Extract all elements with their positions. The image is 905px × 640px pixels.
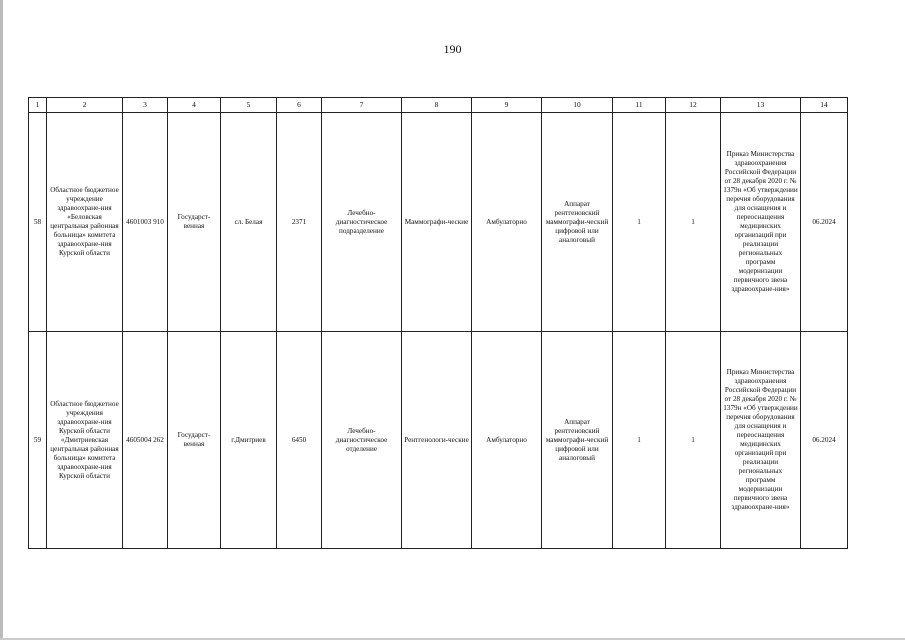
cell-quantity-1: 1 bbox=[613, 332, 666, 549]
table-row bbox=[29, 113, 848, 332]
col-header-13: 13 bbox=[721, 98, 801, 113]
page-edge-shadow bbox=[0, 0, 3, 640]
cell-population: 2371 bbox=[277, 113, 322, 332]
cell-organization: Областное бюджетное учреждения здравоохране-ния Курской области «Дмитриевская центральная районная больница» комитета здравоохране-ния Курской области bbox=[47, 332, 123, 549]
col-header-4: 4 bbox=[168, 98, 221, 113]
cell-ownership: Государст-венная bbox=[168, 113, 221, 332]
cell-organization: Областное бюджетное учреждение здравоохране-ния «Беловская центральная районная больница» комитета здравоохране-ния Курской области bbox=[47, 113, 123, 332]
col-header-11: 11 bbox=[613, 98, 666, 113]
cell-quantity-2: 1 bbox=[666, 113, 721, 332]
cell-care-type: Амбулаторно bbox=[472, 113, 542, 332]
cell-row-number: 58 bbox=[29, 113, 47, 332]
cell-locality: г.Дмитриев bbox=[221, 332, 277, 549]
cell-code: 4605004 262 bbox=[123, 332, 168, 549]
cell-profile: Рентгенологи-ческие bbox=[402, 332, 472, 549]
col-header-10: 10 bbox=[542, 98, 613, 113]
page-number: 190 bbox=[443, 42, 462, 56]
cell-order: Приказ Министерства здравоохранения Российской Федерации от 28 декабря 2020 г. № 1379н «Об утверждении перечня оборудования для оснащения и переоснащения медицинских организаций при реализации региональных программ модернизации первичного звена здравоохране-ния» bbox=[721, 332, 801, 549]
cell-quantity-1: 1 bbox=[613, 113, 666, 332]
equipment-table bbox=[28, 97, 848, 549]
cell-equipment: Аппарат рентгеновский маммографи-ческий цифровой или аналоговый bbox=[542, 113, 613, 332]
cell-equipment: Аппарат рентгеновский маммографи-ческий цифровой или аналоговый bbox=[542, 332, 613, 549]
cell-population: 6450 bbox=[277, 332, 322, 549]
col-header-3: 3 bbox=[123, 98, 168, 113]
cell-row-number: 59 bbox=[29, 332, 47, 549]
col-header-9: 9 bbox=[472, 98, 542, 113]
cell-order: Приказ Министерства здравоохранения Российской Федерации от 28 декабря 2020 г. № 1379н «Об утверждении перечня оборудования для оснащения и переоснащения медицинских организаций при реализации региональных программ модернизации первичного звена здравоохране-ния» bbox=[721, 113, 801, 332]
cell-care-type: Амбулаторно bbox=[472, 332, 542, 549]
cell-date: 06.2024 bbox=[801, 332, 848, 549]
cell-locality: сл. Белая bbox=[221, 113, 277, 332]
cell-division: Лечебно-диагностическое отделение bbox=[322, 332, 402, 549]
cell-profile: Маммографи-ческие bbox=[402, 113, 472, 332]
table-row bbox=[29, 332, 848, 549]
col-header-6: 6 bbox=[277, 98, 322, 113]
cell-quantity-2: 1 bbox=[666, 332, 721, 549]
cell-date: 06.2024 bbox=[801, 113, 848, 332]
header-row bbox=[29, 98, 848, 113]
col-header-14: 14 bbox=[801, 98, 848, 113]
col-header-7: 7 bbox=[322, 98, 402, 113]
cell-ownership: Государст-венная bbox=[168, 332, 221, 549]
col-header-1: 1 bbox=[29, 98, 47, 113]
col-header-2: 2 bbox=[47, 98, 123, 113]
col-header-5: 5 bbox=[221, 98, 277, 113]
cell-code: 4601003 910 bbox=[123, 113, 168, 332]
cell-division: Лечебно-диагностическое подразделение bbox=[322, 113, 402, 332]
col-header-8: 8 bbox=[402, 98, 472, 113]
col-header-12: 12 bbox=[666, 98, 721, 113]
